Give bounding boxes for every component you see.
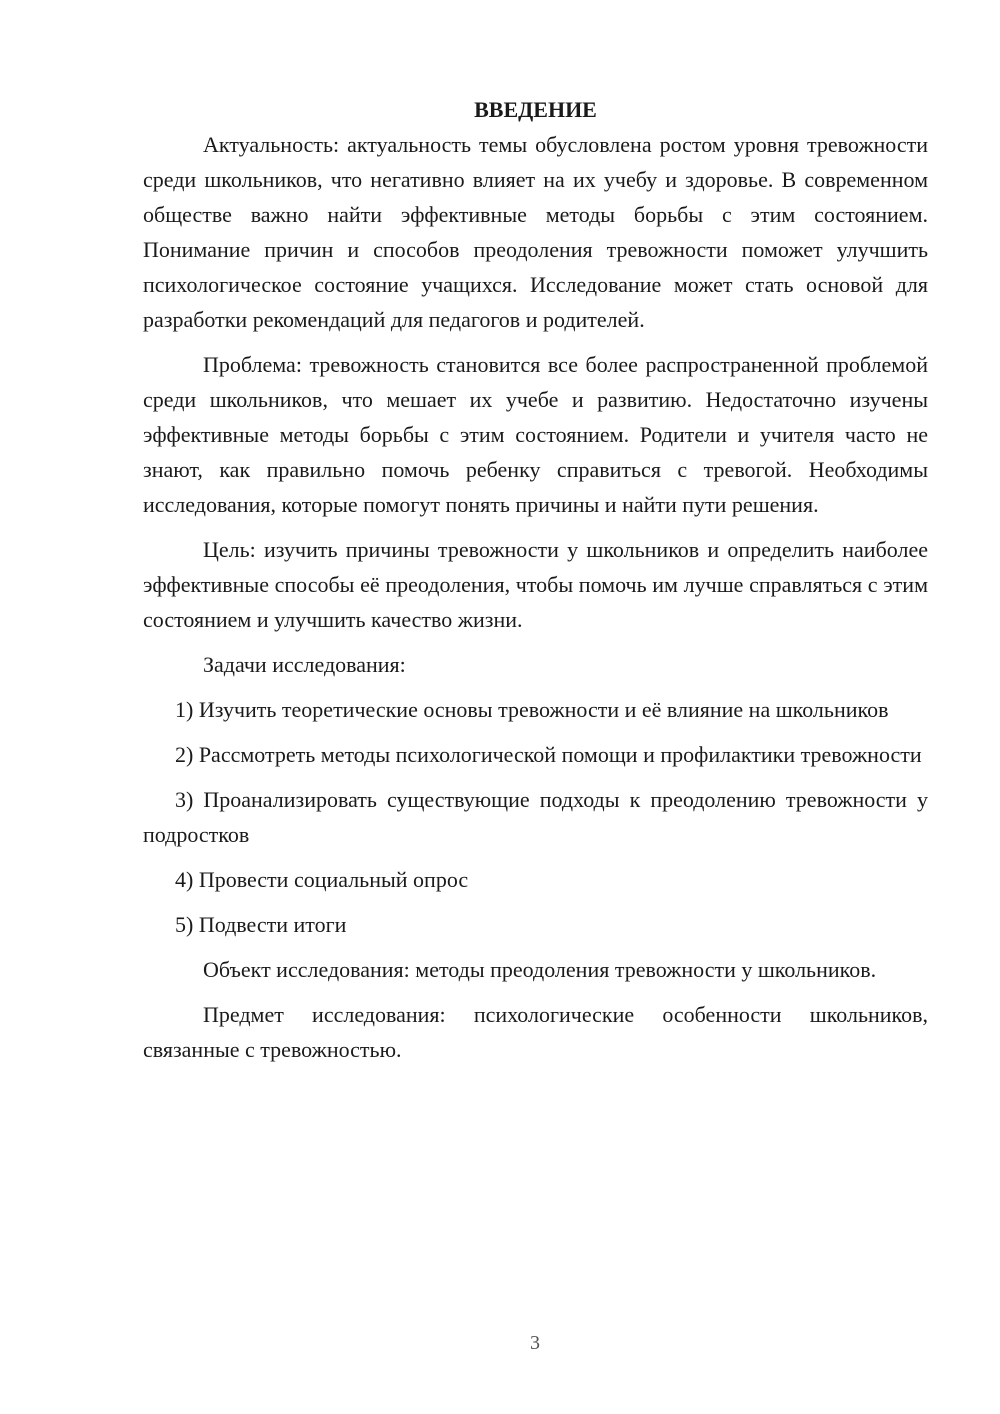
document-page <box>143 92 928 1077</box>
paragraph-goal: Цель: изучить причины тревожности у школьников и определить наиболее эффективные способы её преодоления, чтобы помочь им лучше справляться с этим состоянием и улучшить качество жизни. <box>143 537 928 632</box>
task-item: 1) Изучить теоретические основы тревожности и её влияние на школьников <box>175 697 889 722</box>
paragraph-relevance: Актуальность: актуальность темы обусловлена ростом уровня тревожности среди школьников, что негативно влияет на их учебу и здоровье. В современном обществе важно найти эффективные методы борьбы с этим состоянием. Понимание причин и способов преодоления тревожности поможет улучшить психологическое состояние учащихся. Исследование может стать основой для разработки рекомендаций для педагогов и родителей. <box>143 132 928 332</box>
paragraph-problem: Проблема: тревожность становится все более распространенной проблемой среди школьников, что мешает их учебе и развитию. Недостаточно изучены эффективные методы борьбы с этим состоянием. Родители и учителя часто не знают, как правильно помочь ребенку справиться с тревогой. Необходимы исследования, которые помогут понять причины и найти пути решения. <box>143 352 928 517</box>
task-item: 3) Проанализировать существующие подходы к преодолению тревожности у подростков <box>143 787 928 847</box>
task-item: 2) Рассмотреть методы психологической помощи и профилактики тревожности <box>175 742 922 767</box>
page-number: 3 <box>530 1332 540 1354</box>
page-title: ВВЕДЕНИЕ <box>474 97 597 122</box>
tasks-heading: Задачи исследования: <box>203 652 406 677</box>
paragraph-object: Объект исследования: методы преодоления тревожности у школьников. <box>203 957 877 982</box>
task-item: 4) Провести социальный опрос <box>175 867 469 892</box>
paragraph-subject: Предмет исследования: психологические особенности школьников, связанные с тревожностью. <box>143 1002 928 1062</box>
task-item: 5) Подвести итоги <box>175 912 347 937</box>
